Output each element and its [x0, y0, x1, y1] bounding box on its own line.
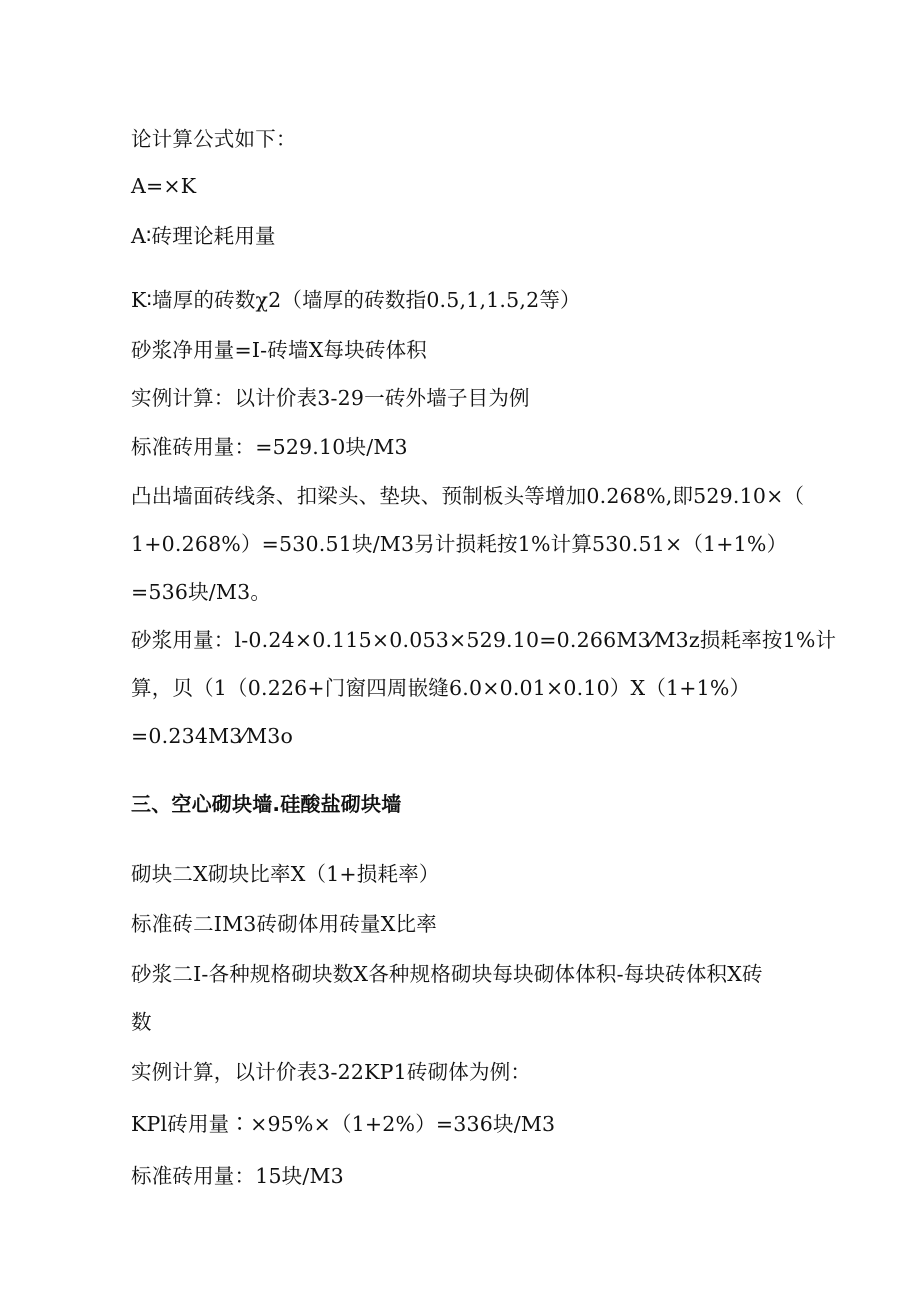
text-line-standard-brick: 标准砖用量：=529.10块/M3	[131, 435, 408, 459]
text-line-mortar-usage-result: =0.234M3⁄M3o	[131, 724, 294, 748]
text-line-block-formula: 砌块二X砌块比率X（1+损耗率）	[131, 862, 440, 886]
text-line-k-definition: K∶墙厚的砖数χ2（墙厚的砖数指0.5,1,1.5,2等）	[131, 288, 581, 312]
text-line-protrusion: 凸出墙面砖线条、扣梁头、垫块、预制板头等增加0.268%,即529.10×（	[131, 484, 805, 508]
text-line-standard-brick-usage: 标准砖用量：15块/M3	[131, 1164, 344, 1188]
text-line-standard-brick-formula: 标准砖二IM3砖砌体用砖量X比率	[131, 912, 437, 936]
text-line-mortar-formula: 砂浆二I-各种规格砌块数X各种规格砌块每块砌体体积-每块砖体积X砖	[131, 962, 763, 986]
text-line-formula: A=×K	[131, 174, 197, 198]
text-line-mortar-formula-cont: 数	[131, 1010, 152, 1034]
text-line-a-definition: A∶砖理论耗用量	[131, 224, 276, 248]
text-line-example-kp1: 实例计算，以计价表3-22KP1砖砌体为例：	[131, 1060, 532, 1084]
text-line-kp1-brick-usage: KPl砖用量∶×95%×（1+2%）=336块/M3	[131, 1112, 556, 1136]
text-line-protrusion-cont: 1+0.268%）=530.51块/M3另计损耗按1%计算530.51×（1+1%）	[131, 532, 788, 556]
text-line-example-intro: 实例计算：以计价表3-29一砖外墙子目为例	[131, 386, 530, 410]
text-line-mortar-net: 砂浆净用量=I-砖墙X每块砖体积	[131, 338, 427, 362]
text-line-mortar-usage: 砂浆用量：l-0.24×0.115×0.053×529.10=0.266M3⁄M3z损耗率按1%计	[131, 628, 837, 652]
text-line-protrusion-result: =536块/M3。	[131, 580, 272, 604]
text-line-mortar-usage-cont: 算，贝（1（0.226+门窗四周嵌缝6.0×0.01×0.10）X（1+1%）	[131, 676, 751, 700]
text-line-formula-intro: 论计算公式如下：	[131, 127, 297, 151]
section-heading: 三、空心砌块墙.硅酸盐砌块墙	[131, 792, 402, 816]
